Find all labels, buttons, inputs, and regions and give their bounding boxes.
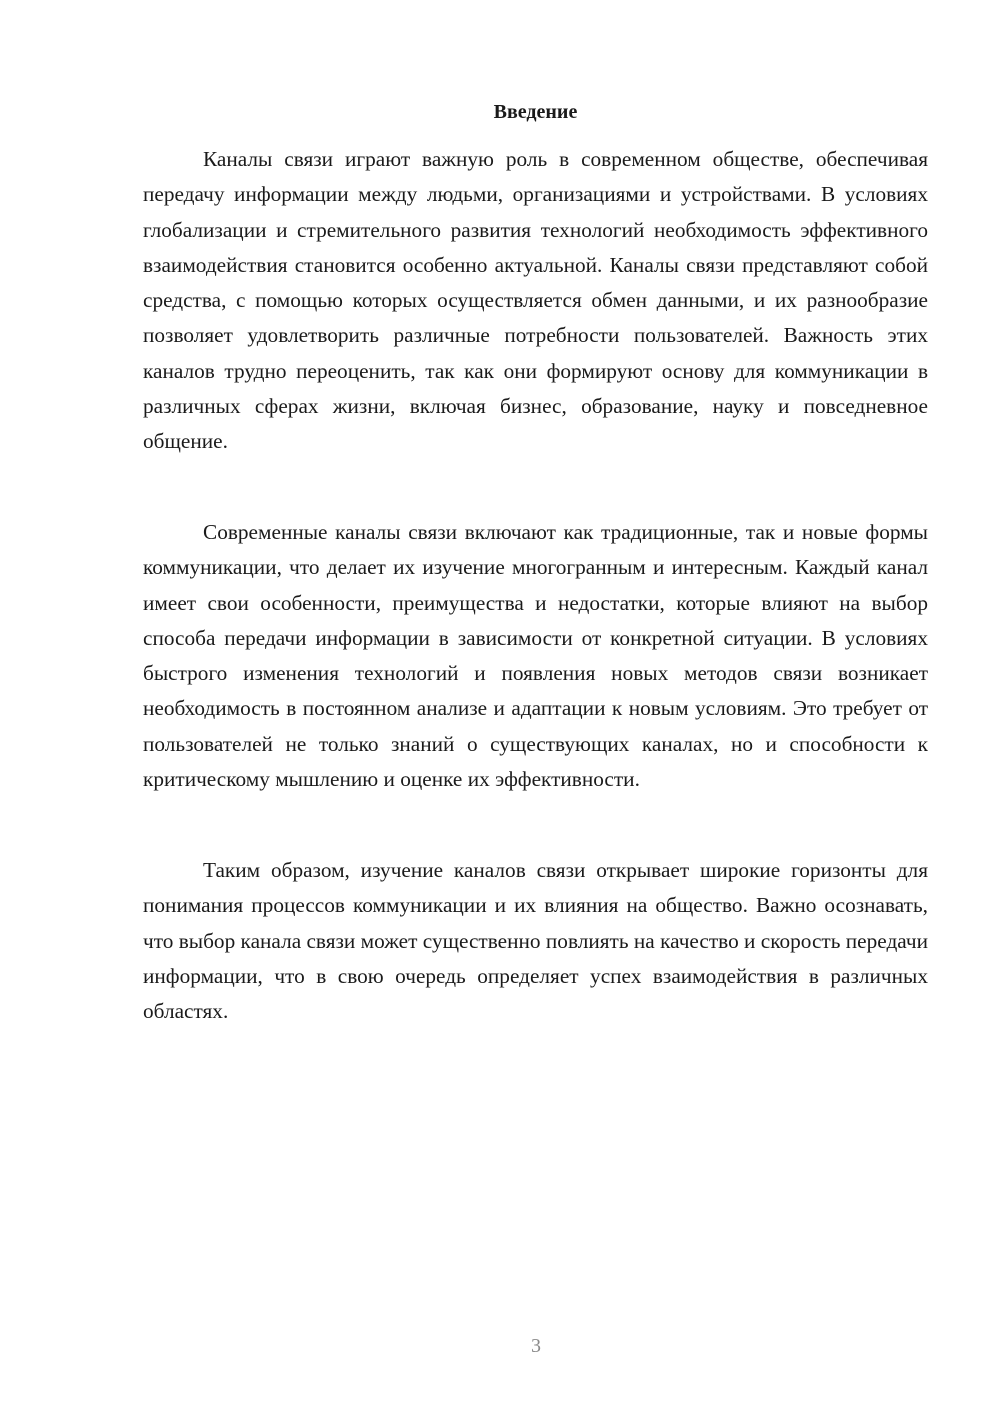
page-number: 3 <box>531 1335 541 1357</box>
paragraph-3: Таким образом, изучение каналов связи открывает широкие горизонты для понимания процессов коммуникации и их влияния на общество. Важно осознавать, что выбор канала связи может существенно повлиять на качество и скорость передачи информации, что в свою очередь определяет успех взаимодействия в различных областях. <box>143 858 928 1024</box>
paragraph-2: Современные каналы связи включают как традиционные, так и новые формы коммуникации, что делает их изучение многогранным и интересным. Каждый канал имеет свои особенности, преимущества и недостатки, которые влияют на выбор способа передачи информации в зависимости от конкретной ситуации. В условиях быстрого изменения технологий и появления новых методов связи возникает необходимость в постоянном анализе и адаптации к новым условиям. Это требует от пользователей не только знаний о существующих каналах, но и способности к критическому мышлению и оценке их эффективности. <box>143 520 928 792</box>
section-heading: Введение <box>493 101 578 123</box>
paragraph-1: Каналы связи играют важную роль в современном обществе, обеспечивая передачу информации между людьми, организациями и устройствами. В условиях глобализации и стремительного развития технологий необходимость эффективного взаимодействия становится особенно актуальной. Каналы связи представляют собой средства, с помощью которых осуществляется обмен данными, и их разнообразие позволяет удовлетворить различные потребности пользователей. Важность этих каналов трудно переоценить, так как они формируют основу для коммуникации в различных сферах жизни, включая бизнес, образование, науку и повседневное общение. <box>143 147 928 454</box>
